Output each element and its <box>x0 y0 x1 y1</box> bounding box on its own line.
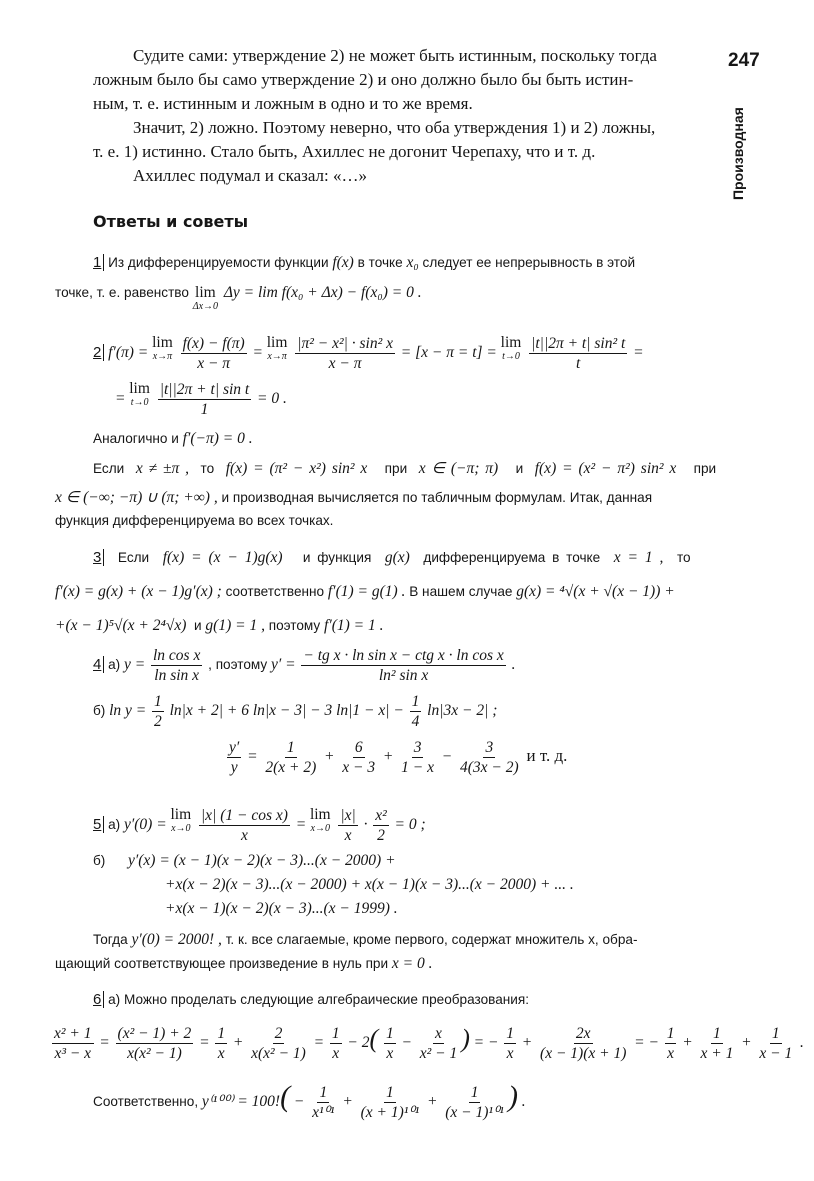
lim-subscript: Δx→0 <box>192 301 219 312</box>
formula: +x(x − 1)(x − 2)(x − 3)...(x − 1999) . <box>165 900 398 917</box>
formula: = 0 . <box>257 390 287 408</box>
formula: y′(x) = (x − 1)(x − 2)(x − 3)...(x − 2000) + <box>128 852 396 869</box>
fraction-numerator: 1 <box>286 739 295 756</box>
fraction-numerator: 1 <box>154 693 162 710</box>
formula: f(x) = (π² − x²) sin² x <box>225 460 368 477</box>
intro-line: Ахиллес подумал и сказал: «…» <box>133 166 368 185</box>
fraction-numerator: 2 <box>274 1025 283 1042</box>
lim-operator: lim <box>500 334 522 351</box>
formula: ln|3x − 2| ; <box>427 702 498 720</box>
fraction-denominator: (x + 1)¹⁰¹ <box>360 1103 420 1121</box>
fraction-denominator: 2(x + 2) <box>265 759 317 776</box>
fraction-numerator: 1 <box>713 1025 721 1042</box>
lim-operator: lim <box>309 806 331 823</box>
fraction-denominator: x³ − x <box>54 1045 92 1062</box>
answer-text: точке, т. е. равенство <box>55 285 189 300</box>
fraction-denominator: x² − 1 <box>419 1045 458 1062</box>
answer-text: т. к. все слагаемые, кроме первого, содержат множитель x, обра- <box>225 932 638 947</box>
fraction-denominator: x <box>386 1045 394 1062</box>
answer-text: дифференцируема в точке <box>423 550 601 565</box>
fraction-denominator: x + 1 <box>700 1045 734 1062</box>
fraction-denominator: x¹⁰¹ <box>312 1103 335 1121</box>
lim-subscript: t→0 <box>502 351 520 362</box>
lim-subscript: t→0 <box>130 397 149 408</box>
answer-text: и производная вычисляется по табличным формулам. Итак, данная <box>221 490 653 505</box>
fraction-denominator: x − π <box>328 355 362 372</box>
lim-operator: lim <box>266 334 288 351</box>
fraction-denominator: x − 1 <box>759 1045 793 1062</box>
answer-text: Из дифференцируемости функции <box>108 255 329 270</box>
lim-operator: lim <box>170 806 192 823</box>
answer-number: 2 <box>93 344 104 361</box>
fraction-numerator: 1 <box>386 1083 394 1101</box>
fraction-numerator: f(x) − f(π) <box>182 335 245 352</box>
answer-text: , поэтому <box>208 657 268 673</box>
formula: Δy = lim f(x₀ + Δx) − f(x₀) = 0 . <box>223 284 422 301</box>
lim-operator: lim <box>129 380 150 397</box>
answer-text: Тогда <box>93 932 128 947</box>
fraction-denominator: ln sin x <box>154 667 200 684</box>
item-label: б) <box>93 853 106 868</box>
section-tab: Производная <box>730 107 746 200</box>
lim-operator: lim <box>152 334 173 351</box>
formula: x₀ <box>406 254 419 271</box>
formula: y = <box>124 656 146 674</box>
answer-text: Если <box>117 550 150 565</box>
answer-number: 3 <box>93 549 104 566</box>
answer-text: а) Можно проделать следующие алгебраические преобразования: <box>108 992 530 1007</box>
fraction-denominator: x <box>506 1045 514 1062</box>
intro-line: Значит, 2) ложно. Поэтому неверно, что оба утверждения 1) и 2) ложны, <box>133 118 656 137</box>
formula: y⁽¹⁰⁰⁾ = 100! <box>201 1093 281 1110</box>
fraction-numerator: 1 <box>319 1083 328 1101</box>
item-label: а) <box>108 817 121 833</box>
fraction-numerator: 1 <box>506 1025 514 1042</box>
answer-number: 6 <box>93 991 104 1008</box>
fraction-numerator: |x| (1 − cos x) <box>200 807 288 824</box>
answer-text: и т. д. <box>526 746 568 766</box>
answer-number: 4 <box>93 656 104 673</box>
answer-text: следует ее непрерывность в этой <box>422 255 636 270</box>
formula: ln|x + 2| + 6 ln|x − 3| − 3 ln|1 − x| − <box>169 702 404 720</box>
formula: x = 1 , <box>613 549 664 566</box>
formula: x ≠ ±π , <box>135 460 189 477</box>
fraction-denominator: x <box>332 1045 340 1062</box>
fraction-numerator: |t||2π + t| sin² t <box>531 335 626 352</box>
answer-text: то <box>200 461 215 476</box>
fraction-denominator: x(x² − 1) <box>251 1045 306 1062</box>
fraction-numerator: 1 <box>411 693 420 710</box>
formula: g(1) = 1 , <box>205 617 265 634</box>
answer-number: 5 <box>93 816 104 833</box>
fraction-denominator: (x − 1)(x + 1) <box>540 1045 627 1062</box>
fraction-denominator: x(x² − 1) <box>127 1045 182 1062</box>
fraction-denominator: x <box>240 827 248 844</box>
answer-text: и функция <box>302 550 372 565</box>
formula: = [x − π = t] = <box>400 344 497 362</box>
answer-text: соответственно <box>225 584 325 599</box>
formula: x = 0 . <box>391 955 433 972</box>
fraction-numerator: − tg x · ln sin x − ctg x · ln cos x <box>303 647 504 664</box>
fraction-numerator: 1 <box>666 1025 675 1042</box>
section-title: Ответы и советы <box>93 212 249 231</box>
item-label: а) <box>108 657 121 673</box>
fraction-denominator: x − 3 <box>342 759 376 776</box>
formula: f(x) <box>332 254 354 271</box>
answer-text: и <box>194 618 202 633</box>
formula: +x(x − 2)(x − 3)...(x − 2000) + x(x − 1)(x − 3)...(x − 2000) + ... . <box>165 876 574 893</box>
fraction-numerator: 1 <box>470 1083 479 1101</box>
fraction-numerator: 3 <box>485 739 494 756</box>
answer-number: 1 <box>93 254 104 271</box>
fraction-numerator: ln cos x <box>153 647 201 664</box>
fraction-numerator: |x| <box>340 807 356 824</box>
lim-subscript: x→0 <box>310 823 330 834</box>
lim-subscript: x→π <box>267 351 287 362</box>
formula: g(x) <box>384 549 410 566</box>
formula: f′(1) = g(1) . <box>327 583 406 600</box>
answer-text: и <box>515 461 524 476</box>
answer-text: В нашем случае <box>409 584 513 599</box>
fraction-denominator: (x − 1)¹⁰¹ <box>445 1103 504 1121</box>
fraction-denominator: 1 <box>200 401 209 418</box>
formula: f′(−π) = 0 . <box>182 430 253 447</box>
fraction-denominator: x − π <box>197 355 231 372</box>
fraction-numerator: (x² − 1) + 2 <box>117 1025 192 1042</box>
fraction-denominator: y <box>230 759 238 776</box>
answer-text: при <box>693 461 717 476</box>
formula: f′(π) = <box>108 344 153 362</box>
fraction-numerator: x² + 1 <box>54 1025 92 1042</box>
intro-line: ложным было бы само утверждение 2) и оно должно было бы быть истин- <box>93 70 634 89</box>
fraction-numerator: 1 <box>385 1025 394 1042</box>
fraction-denominator: x <box>217 1045 225 1062</box>
fraction-numerator: |π² − x²| · sin² x <box>297 335 393 352</box>
fraction-numerator: y′ <box>229 739 240 756</box>
formula: f′(1) = 1 . <box>324 617 384 634</box>
formula: g(x) = ⁴√(x + √(x − 1)) + <box>516 583 675 600</box>
lim-subscript: x→0 <box>171 823 191 834</box>
formula: f′(x) = g(x) + (x − 1)g′(x) ; <box>55 583 222 600</box>
answer-text: Аналогично и <box>93 431 179 446</box>
fraction-numerator: |t||2π + t| sin t <box>159 381 250 398</box>
item-label: б) <box>93 703 106 719</box>
formula: y′ = <box>270 656 296 674</box>
fraction-denominator: 2 <box>377 827 385 844</box>
fraction-denominator: x <box>344 827 352 844</box>
answer-text: функция дифференцируема во всех точках. <box>55 513 334 528</box>
answer-text: то <box>676 550 691 565</box>
formula: y′(0) = <box>124 816 167 834</box>
fraction-numerator: 1 <box>331 1025 340 1042</box>
fraction-denominator: 2 <box>154 713 162 730</box>
lim-subscript: x→π <box>152 351 173 362</box>
formula: y′(0) = 2000! , <box>131 931 222 948</box>
formula: ln y = <box>109 702 147 720</box>
fraction-numerator: x <box>435 1025 442 1042</box>
fraction-denominator: ln² sin x <box>378 667 429 684</box>
fraction-numerator: 2x <box>575 1025 591 1042</box>
answer-text: в точке <box>357 255 403 270</box>
formula: = 0 ; <box>394 816 426 834</box>
fraction-denominator: 4 <box>411 713 420 730</box>
fraction-numerator: 1 <box>217 1025 226 1042</box>
formula: +(x − 1)⁵√(x + 2⁴√x) <box>55 617 187 634</box>
page-number: 247 <box>728 50 760 71</box>
formula: − 2 <box>347 1034 370 1052</box>
fraction-denominator: 1 − x <box>401 759 434 776</box>
fraction-numerator: 3 <box>413 739 422 756</box>
answer-text: поэтому <box>268 618 321 633</box>
fraction-numerator: x² <box>375 807 387 824</box>
fraction-denominator: x <box>667 1045 675 1062</box>
fraction-numerator: 6 <box>354 739 363 756</box>
answer-text: Если <box>93 461 125 476</box>
formula: x ∈ (−π; π) <box>418 460 499 477</box>
answer-text: при <box>384 461 408 476</box>
formula: f(x) = (x − 1)g(x) <box>162 549 283 566</box>
fraction-denominator: 4(3x − 2) <box>460 759 519 776</box>
intro-line: т. е. 1) истинно. Стало быть, Ахиллес не догонит Черепаху, что и т. д. <box>93 142 596 161</box>
formula: f(x) = (x² − π²) sin² x <box>534 460 677 477</box>
fraction-denominator: t <box>576 355 581 372</box>
formula: x ∈ (−∞; −π) ∪ (π; +∞) , <box>55 489 218 506</box>
lim-operator: lim <box>195 284 216 301</box>
answer-text: щающий соответствующее произведение в нуль при <box>55 956 389 971</box>
fraction-numerator: 1 <box>771 1025 780 1042</box>
intro-line: ным, т. е. истинным и ложным в одно и то же время. <box>93 94 473 113</box>
answer-text: Соответственно, <box>93 1094 199 1109</box>
intro-line: Судите сами: утверждение 2) не может быть истинным, поскольку тогда <box>133 46 657 65</box>
